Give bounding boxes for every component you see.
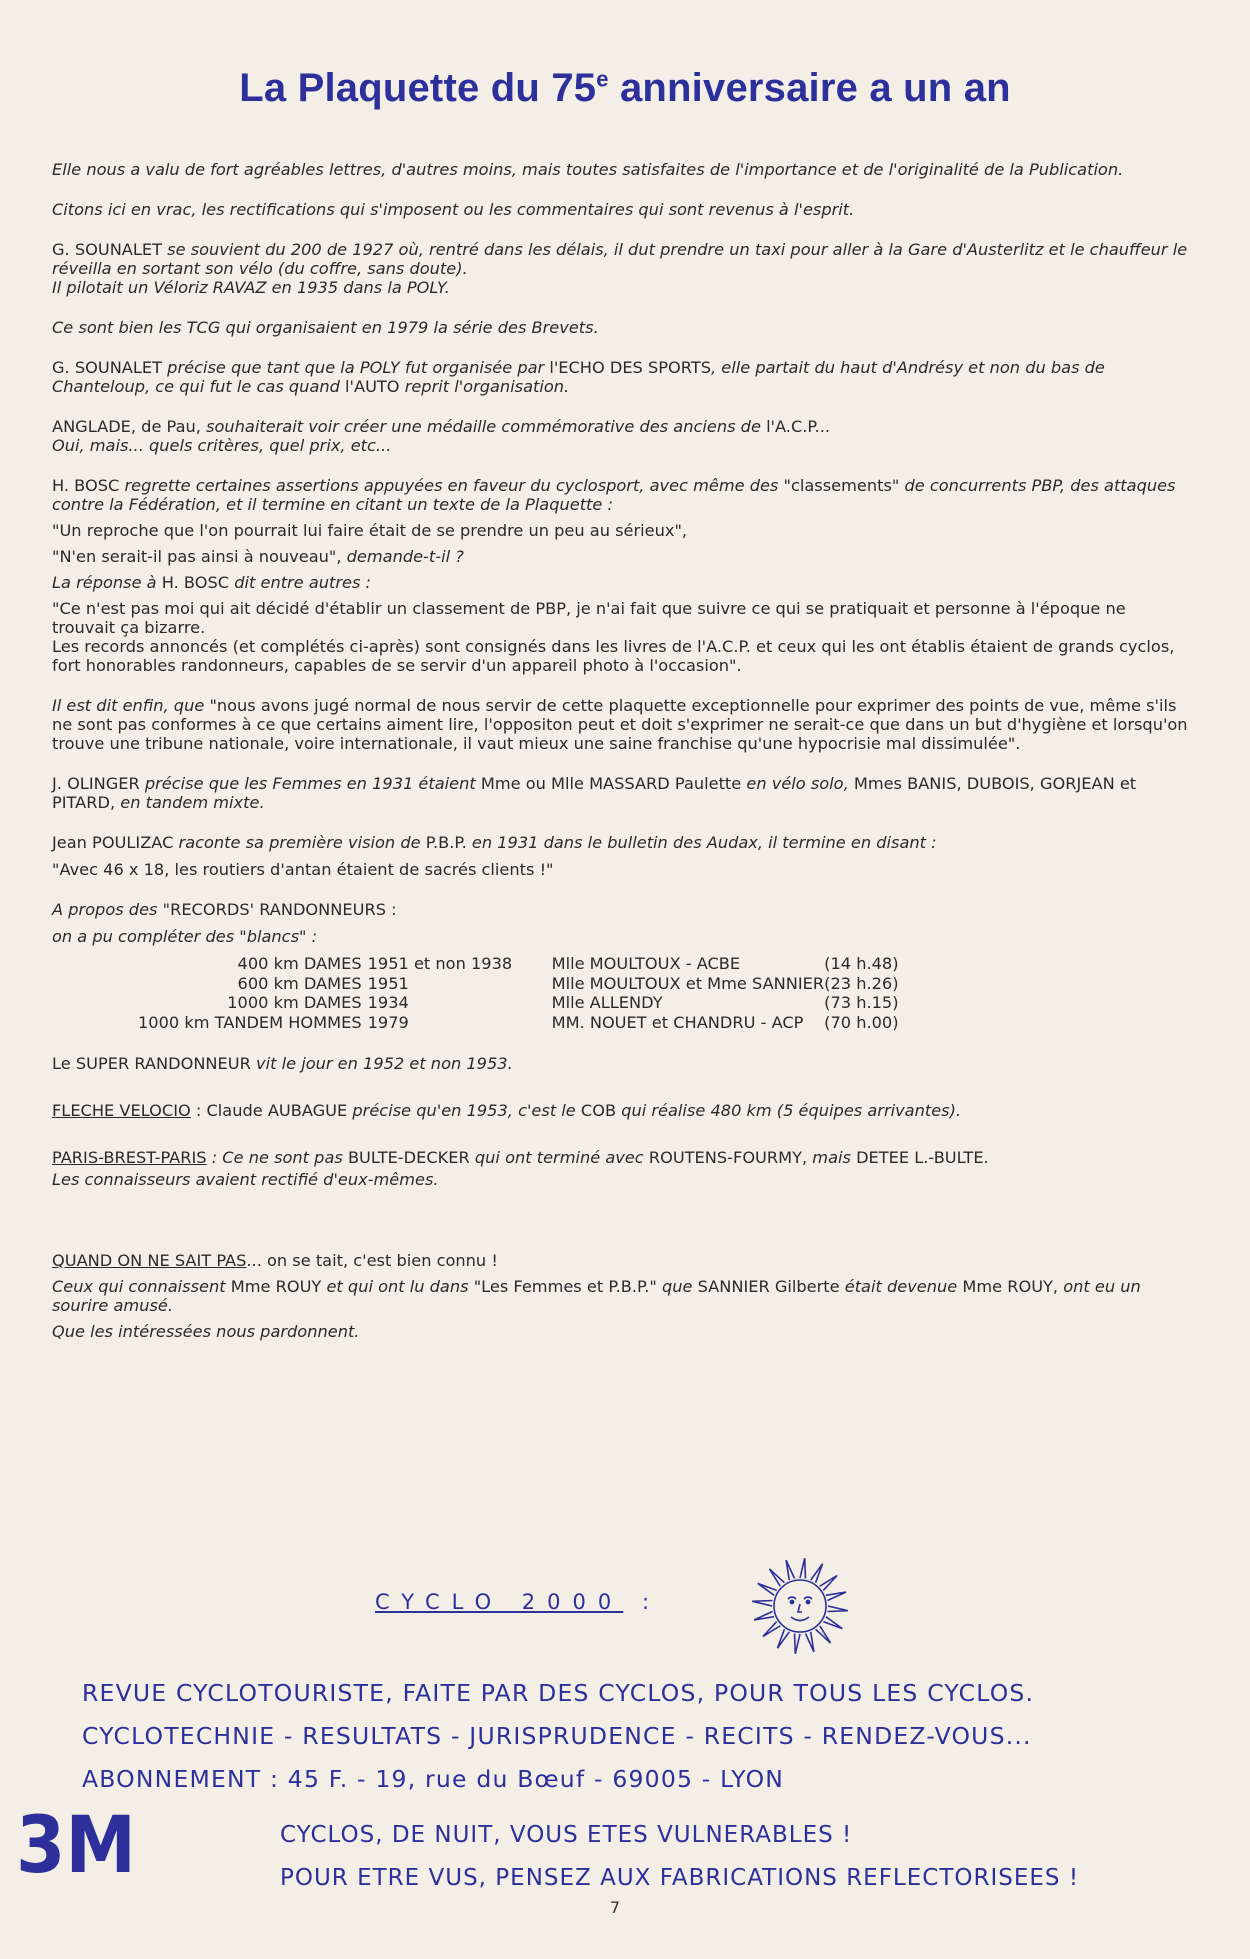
record-time: (14 h.48) [824,954,899,973]
paragraph-poulizac [52,833,1192,879]
paragraph-intro: Elle nous a valu de fort agréables lettres, d'autres moins, mais toutes satisfaites de l'importance et de l'originalité de la Publication. [52,160,1124,179]
quote-text: "Les Femmes et P.B.P." [473,1277,657,1296]
quote-text: "Avec 46 x 18, les routiers d'antan étaient de sacrés clients !" [52,860,554,879]
sun-ray [786,1560,794,1580]
sun-ray [752,1601,772,1607]
name-text: J. OLINGER [52,774,140,793]
body-text: Il est dit enfin, que [52,696,205,715]
name-text: Mme ROUY [230,1277,322,1296]
body-text: vit le jour en 1952 et non 1953. [250,1054,513,1073]
name-text: Mme ROUY, [962,1277,1059,1296]
sun-ray [828,1606,848,1612]
sun-face-icon [748,1554,852,1658]
quote-text: "N'en serait-il pas ainsi à nouveau", [52,547,342,566]
name-text: Mme ou Mlle MASSARD Paulette [480,774,742,793]
record-year: 1951 et non 1938 [367,954,513,973]
record-time: (23 h.26) [824,973,899,993]
paragraph-olinger [52,774,1192,812]
3m-logo-text: 3M [16,1806,136,1878]
name-text: l'A.C.P... [766,417,831,436]
record-distance: 600 km DAMES [237,973,362,993]
paragraph-anglade [52,417,1192,455]
body-text: précise que les Femmes en 1931 étaient [139,774,481,793]
cyclo-2000-colon: : [641,1590,662,1614]
body-text: précise qu'en 1953, c'est le [347,1101,581,1120]
sun-ray [758,1583,777,1595]
body-text: Ceux qui connaissent [52,1277,231,1296]
record-year: 1951 [367,973,409,993]
body-text: Oui, mais... quels critères, quel prix, etc... [52,436,392,455]
name-text: ROUTENS-FOURMY, [648,1148,808,1167]
sun-ray [820,1576,837,1591]
body-text: A propos des [52,900,163,919]
title-text-rest: anniversaire a un an [608,66,1011,110]
quote-2 [52,547,1192,566]
section-heading: PARIS-BREST-PARIS [52,1148,207,1167]
body-text: : Ce ne sont pas [206,1148,348,1167]
reflective-ad [280,1814,1240,1900]
sun-ray [816,1626,831,1643]
sun-ray [826,1592,846,1600]
paragraph-tcg: Ce sont bien les TCG qui organisaient en 1979 la série des Brevets. [52,318,599,337]
body-text: en vélo solo, [741,774,854,793]
sun-ray [754,1612,774,1620]
sun-ray [806,1632,814,1652]
paragraph-pardon: Que les intéressées nous pardonnent. [52,1322,360,1341]
record-riders: Mlle ALLENDY [551,993,663,1012]
body-text: : [386,900,397,919]
body-text: en tandem mixte. [115,793,265,812]
ad-line-revue: REVUE CYCLOTOURISTE, FAITE PAR DES CYCLOS, POUR TOUS LES CYCLOS. [82,1679,1035,1707]
body-text: qui ont terminé avec [469,1148,649,1167]
records-table [138,954,914,1032]
record-riders: Mlle MOULTOUX et Mme SANNIER [551,973,825,993]
name-text: G. SOUNALET [52,358,163,377]
body-text: La réponse à [52,573,162,592]
name-text: H. BOSC [52,476,120,495]
sun-ray [823,1617,842,1629]
sun-ray [795,1634,801,1654]
ad-line-topics: CYCLOTECHNIE - RESULTATS - JURISPRUDENCE - RECITS - RENDEZ-VOUS... [82,1722,1032,1750]
body-text: dit entre autres : [229,573,371,592]
body-text: Il pilotait un Véloriz RAVAZ en 1935 dans la POLY. [52,278,450,297]
record-distance: 1000 km DAMES [227,993,362,1012]
paragraph-fleche-velocio [52,1101,1192,1120]
paragraph-records-intro [52,900,1192,946]
body-text: ont eu un sourire amusé. [52,1277,1141,1315]
record-distance: 400 km DAMES [237,954,362,973]
sun-ray [777,1629,789,1648]
record-time: (70 h.00) [824,1012,899,1032]
ad-line-vulnerables: CYCLOS, DE NUIT, VOUS ETES VULNERABLES ! [280,1822,853,1848]
name-text: Mmes BANIS, DUBOIS, GORJEAN et PITARD, [52,774,1137,812]
title-text: La Plaquette du 75 [239,66,597,110]
sun-ray [800,1558,806,1578]
name-text: P.B.P. [425,833,467,852]
name-text: ANGLADE, de Pau, [52,417,201,436]
body-text: que [656,1277,698,1296]
body-text: demande-t-il ? [341,547,464,566]
records-row [138,974,914,994]
page-title [0,66,1250,111]
body-text: "classements" [783,476,900,495]
name-text: BULTE-DECKER [347,1148,470,1167]
paragraph-quand [52,1251,1192,1270]
name-text: l'AUTO [345,377,400,396]
records-row [138,993,914,1013]
records-row [138,1013,914,1033]
body-text: souhaiterait voir créer une médaille commémorative des anciens de [200,417,767,436]
body-text: mais [807,1148,857,1167]
name-text: G. SOUNALET [52,240,163,259]
body-text: de concurrents PBP, des attaques contre la Fédération, et il termine en citant un texte de la Plaquette : [52,476,1176,514]
ad-line-subscription: ABONNEMENT : 45 F. - 19, rue du Bœuf - 69005 - LYON [82,1765,785,1793]
name-text: DETEE L.-BULTE. [856,1148,989,1167]
article-body [52,160,1192,1362]
paragraph-pbp [52,1148,1192,1189]
title-superscript: e [596,66,609,92]
body-text: qui réalise 480 km (5 équipes arrivantes). [616,1101,962,1120]
page-number: 7 [609,1898,621,1917]
paragraph-super-randonneur [52,1054,1192,1073]
ad-line-reflectorisees: POUR ETRE VUS, PENSEZ AUX FABRICATIONS REFLECTORISEES ! [280,1865,1080,1891]
quote-text: Les records annoncés (et complétés ci-après) sont consignés dans les livres de l'A.C.P. et ceux qui les ont établis étaient de grands cyclos, fort honorables randonneurs, capables de se servir d'un appareil photo à l'occasion". [52,637,1175,675]
name-text: COB [580,1101,617,1120]
record-time: (73 h.15) [824,993,899,1012]
quote-text: "nous avons jugé normal de nous servir de cette plaquette exceptionnelle pour exprimer des points de vue, même s'ils ne sont pas conformes à ce que certains aiment lire, l'oppositon peut et doit s'exprimer ne serait-ce que dans un but d'hygiène et lorsqu'on trouve une tribune nationale, voire internationale, il vaut mieux une saine franchise qu'une hypocrisie mal dissimulée". [52,696,1188,753]
paragraph-sounalet-1 [52,240,1192,297]
body-text: était devenue [839,1277,963,1296]
body-text: précise que tant que la POLY fut organisée par [162,358,550,377]
cyclo-2000-title: CYCLO 2000 [375,1590,624,1614]
record-riders: Mlle MOULTOUX - ACBE [551,954,741,973]
body-text: se souvient du 200 de 1927 où, rentré dans les délais, il dut prendre un taxi pour aller à la Gare d'Austerlitz et le chauffeur le réveilla en sortant son vélo (du coffre, sans doute). [52,240,1188,278]
3m-logo [14,1806,140,1878]
cyclo-2000-heading [375,1590,661,1614]
body-text: regrette certaines assertions appuyées en faveur du cyclosport, avec même des [119,476,784,495]
quote-6 [52,696,1192,753]
record-year: 1934 [367,993,409,1012]
name-text: Jean POULIZAC [52,833,174,852]
body-text: : [190,1101,207,1120]
record-year: 1979 [367,1012,409,1032]
record-distance: 1000 km TANDEM HOMMES [138,1012,362,1032]
quote-1: "Un reproche que l'on pourrait lui faire était de se prendre un peu au sérieux", [52,521,688,540]
body-text: "RECORDS' RANDONNEURS [162,900,386,919]
section-heading: QUAND ON NE SAIT PAS [52,1251,247,1270]
name-text: SANNIER Gilberte [697,1277,840,1296]
paragraph-sounalet-2 [52,358,1192,396]
sun-ray [770,1569,785,1586]
body-text: et qui ont lu dans [321,1277,474,1296]
quote-3 [52,573,1192,592]
body-text: reprit l'organisation. [399,377,570,396]
cyclo-2000-ad [82,1672,1192,1801]
paragraph-citons: Citons ici en vrac, les rectifications qui s'imposent ou les commentaires qui sont revenus à l'esprit. [52,200,855,219]
name-text: H. BOSC [161,573,230,592]
sun-ray [811,1564,823,1583]
body-text: raconte sa première vision de [173,833,426,852]
body-text: Les connaisseurs avaient rectifié d'eux-mêmes. [52,1170,439,1189]
paragraph-rouy [52,1277,1192,1315]
paragraph-bosc [52,476,1192,514]
body-text: on a pu compléter des "blancs" : [52,927,318,946]
section-heading: FLECHE VELOCIO [52,1101,191,1120]
records-row [138,954,914,974]
record-riders: MM. NOUET et CHANDRU - ACP [551,1012,804,1032]
name-text: Claude AUBAGUE [206,1101,348,1120]
body-text: , elle partait du haut d'Andrésy et non du bas de Chanteloup, ce qui fut le cas quand [52,358,1105,396]
sun-ray [763,1622,780,1637]
quote-text: "Ce n'est pas moi qui ait décidé d'établir un classement de PBP, je n'ai fait que suivre ce qui se pratiquait et personne à l'époque ne trouvait ça bizarre. [52,599,1126,637]
name-text: l'ECHO DES SPORTS [549,358,711,377]
body-text: ... on se tait, c'est bien connu ! [246,1251,498,1270]
body-text: en 1931 dans le bulletin des Audax, il termine en disant : [466,833,937,852]
name-text: Le SUPER RANDONNEUR [52,1054,251,1073]
quote-4 [52,599,1192,675]
